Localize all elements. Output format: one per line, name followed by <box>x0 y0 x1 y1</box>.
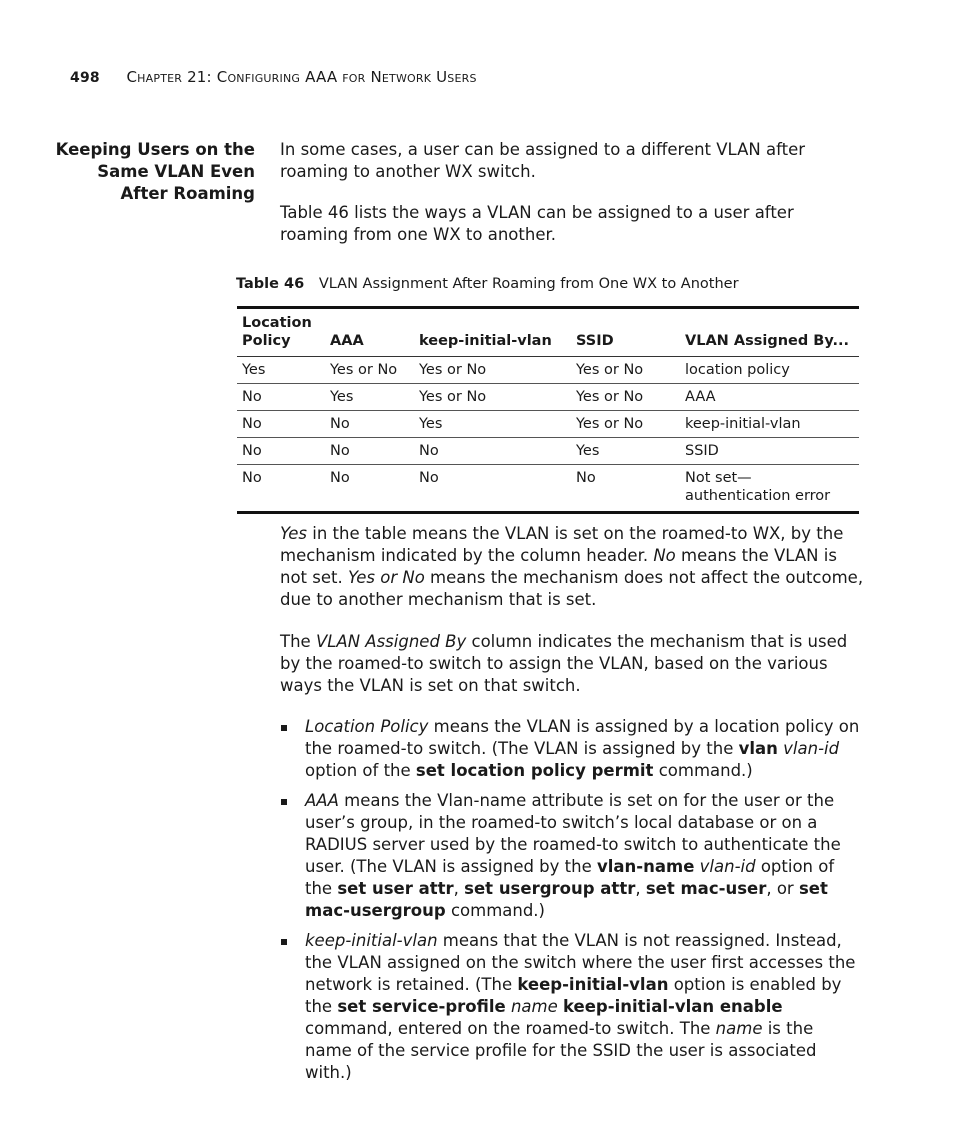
table-cell: Not set—authentication error <box>685 470 831 504</box>
table-cell: No <box>576 470 596 486</box>
paragraph-text: The VLAN Assigned By column indicates the mechanism that is used by the roamed-to switch to assign the VLAN, based on the various ways the VLAN is set on that switch. <box>280 632 848 695</box>
table-cell: keep-initial-vlan <box>680 411 859 438</box>
list-item: Location Policy means the VLAN is assigned by a location policy on the roamed-to switch. (The VLAN is assigned by the vlan vlan-id option of the set location policy permit command.) <box>280 716 865 782</box>
paragraph-text: Yes in the table means the VLAN is set on the roamed-to WX, by the mechanism indicated by the column header. No means the VLAN is not set. Yes or No means the mechanism does not affect the outcome, due to another mechanism that is set. <box>280 524 864 609</box>
vlan-assigned-by-paragraph <box>280 631 865 697</box>
table-cell: SSID <box>680 438 859 465</box>
yes-no-explanation-paragraph <box>280 523 865 611</box>
section-heading-line: After Roaming <box>120 184 255 203</box>
bullet-square-icon <box>281 799 287 805</box>
table-cell: AAA <box>680 384 859 411</box>
table-cell: Yes or No <box>414 357 571 384</box>
page-header <box>70 68 477 86</box>
table-cell: No <box>419 470 439 486</box>
bullet-square-icon <box>281 725 287 731</box>
table-row <box>237 465 859 513</box>
table-header-row <box>237 308 859 357</box>
table-cell: Yes or No <box>571 384 680 411</box>
table-cell: Yes <box>571 438 680 465</box>
table-cell: No <box>325 438 414 465</box>
column-header-ssid: SSID <box>571 308 680 357</box>
intro-paragraph <box>280 139 865 183</box>
table-cell: Yes <box>414 411 571 438</box>
table-cell: location policy <box>680 357 859 384</box>
table-caption <box>236 276 739 292</box>
table-reference-paragraph <box>280 202 865 246</box>
table-cell: No <box>237 438 325 465</box>
table-cell: Yes <box>237 357 325 384</box>
table-row <box>237 438 859 465</box>
table-row <box>237 411 859 438</box>
section-heading-line: Same VLAN Even <box>97 162 255 181</box>
table-cell: No <box>414 438 571 465</box>
table-cell: Yes or No <box>414 384 571 411</box>
column-header-vlan-assigned-by: VLAN Assigned By... <box>680 308 859 357</box>
table-cell: No <box>242 470 262 486</box>
bullet-square-icon <box>281 939 287 945</box>
column-header-aaa: AAA <box>325 308 414 357</box>
section-heading-line: Keeping Users on the <box>55 140 255 159</box>
vlan-assignment-table <box>237 306 859 514</box>
table-cell: Yes <box>325 384 414 411</box>
table-cell: No <box>237 411 325 438</box>
paragraph-text: In some cases, a user can be assigned to a different VLAN after roaming to another WX switch. <box>280 140 806 181</box>
table-cell: No <box>237 384 325 411</box>
table-row <box>237 384 859 411</box>
mechanism-list <box>280 716 865 1092</box>
paragraph-text: Table 46 lists the ways a VLAN can be assigned to a user after roaming from one WX to another. <box>280 203 794 244</box>
list-item: keep-initial-vlan means that the VLAN is not reassigned. Instead, the VLAN assigned on the switch where the user first accesses the network is retained. (The keep-initial-vlan option is enabled by the set service-profile name keep-initial-vlan enable command, entered on the roamed-to switch. The name is the name of the service profile for the SSID the user is associated with.) <box>280 930 865 1084</box>
table-cell: No <box>330 470 350 486</box>
chapter-title: Chapter 21: Configuring AAA for Network Users <box>126 68 477 86</box>
page-number: 498 <box>70 70 100 86</box>
column-header-keep-initial-vlan: keep-initial-vlan <box>414 308 571 357</box>
column-header-location-policy: Location Policy <box>237 308 325 357</box>
table-row <box>237 357 859 384</box>
list-item: AAA means the Vlan-name attribute is set on for the user or the user’s group, in the roamed-to switch’s local database or on a RADIUS server used by the roamed-to switch to authenticate the user. (The VLAN is assigned by the vlan-name vlan-id option of the set user attr, set usergroup attr, set mac-user, or set mac-usergroup command.) <box>280 790 865 922</box>
table-cell: Yes or No <box>325 357 414 384</box>
table-caption-text: VLAN Assignment After Roaming from One WX to Another <box>318 276 739 292</box>
table-caption-label: Table 46 <box>236 276 305 292</box>
table-cell: Yes or No <box>571 357 680 384</box>
section-heading <box>40 139 255 205</box>
table-cell: No <box>325 411 414 438</box>
table-cell: Yes or No <box>571 411 680 438</box>
